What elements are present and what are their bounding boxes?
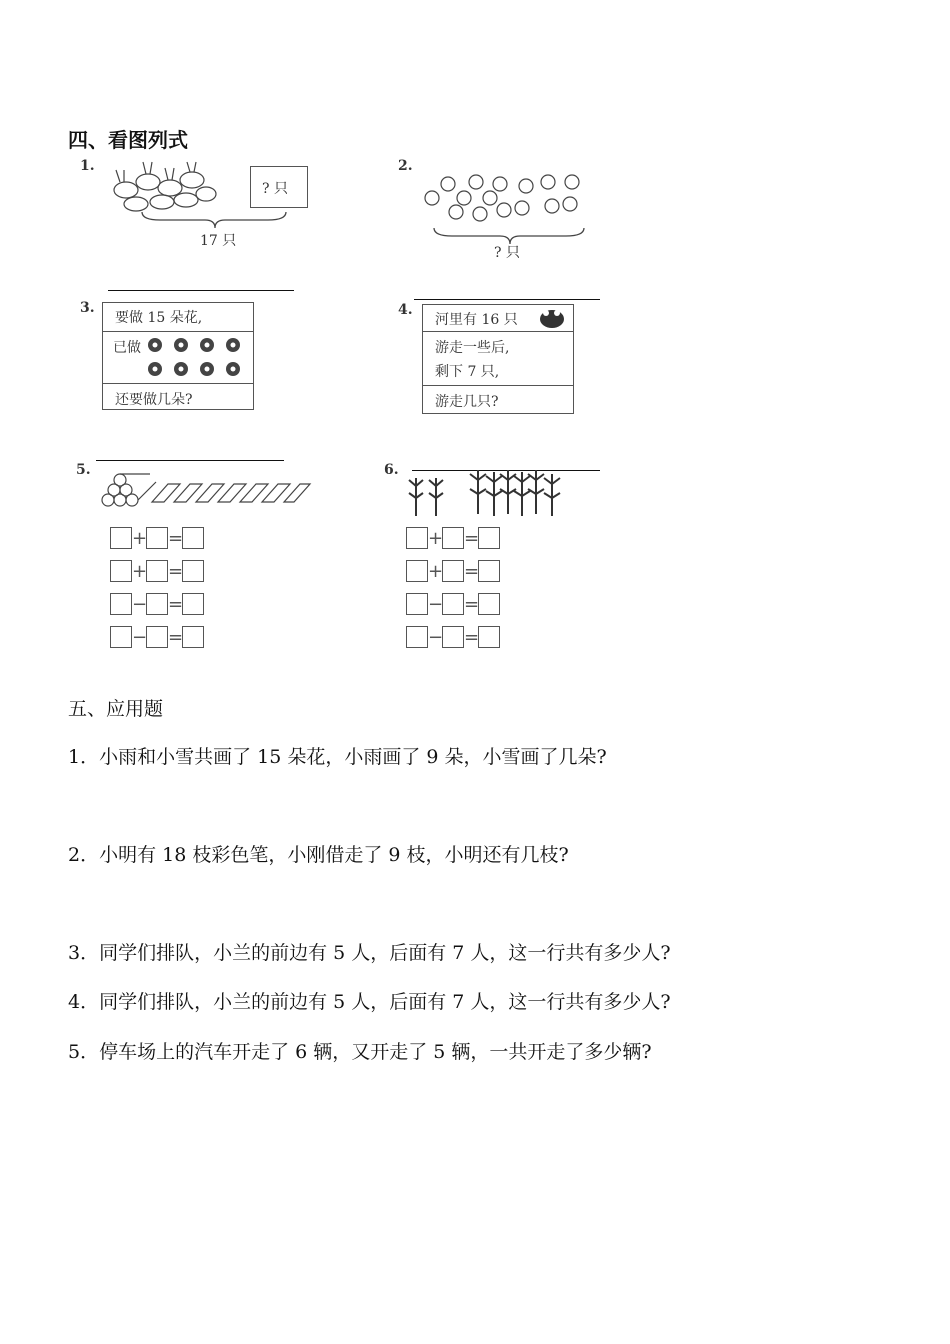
answer-box[interactable] (478, 560, 500, 582)
problem-4-line-1: 河里有 16 只 (435, 312, 518, 328)
answer-box[interactable] (182, 626, 204, 648)
answer-box[interactable] (478, 626, 500, 648)
corn-plants-illustration (404, 464, 564, 518)
answer-box[interactable] (182, 527, 204, 549)
answer-box[interactable] (406, 626, 428, 648)
section4-title: 四、看图列式 (68, 128, 188, 152)
section5-title: 五、应用题 (68, 698, 164, 720)
problem-3-line-1: 要做 15 朵花, (115, 310, 203, 326)
answer-box[interactable] (146, 560, 168, 582)
problem-5-equation-4: − = (110, 626, 204, 648)
answer-box[interactable] (146, 626, 168, 648)
answer-box[interactable] (442, 527, 464, 549)
problem-3-number: 3. (80, 300, 95, 316)
problem-4-line-4: 游走几只? (435, 394, 499, 410)
problem-1-unknown-label: ? 只 (262, 181, 288, 197)
problem-3-box (102, 302, 254, 410)
birds-illustration (420, 158, 590, 228)
question-2: 2．小明有 18 枝彩色笔，小刚借走了 9 枝，小明还有几枝? (68, 844, 569, 866)
problem-4-box (422, 304, 574, 414)
problem-4-line-3: 剩下 7 只, (435, 364, 500, 380)
problem-5-equation-2: + = (110, 560, 204, 582)
problem-5-number: 5. (76, 462, 91, 478)
answer-box[interactable] (110, 527, 132, 549)
problem-6-equation-2: + = (406, 560, 500, 582)
answer-box[interactable] (406, 593, 428, 615)
problem-1-answer-line[interactable] (108, 290, 294, 291)
problem-5-equation-1: + = (110, 527, 204, 549)
answer-box[interactable] (442, 593, 464, 615)
answer-box[interactable] (406, 560, 428, 582)
problem-1-number: 1. (80, 158, 95, 174)
problem-5-equation-3: − = (110, 593, 204, 615)
problem-3-line-3: 还要做几朵? (115, 392, 193, 408)
problem-6-equation-4: − = (406, 626, 500, 648)
answer-box[interactable] (182, 593, 204, 615)
answer-box[interactable] (442, 560, 464, 582)
answer-box[interactable] (182, 560, 204, 582)
question-3: 3．同学们排队，小兰的前边有 5 人，后面有 7 人，这一行共有多少人? (68, 942, 671, 964)
answer-box[interactable] (442, 626, 464, 648)
problem-1-brace (140, 210, 290, 230)
problem-4-line-2: 游走一些后, (435, 340, 510, 356)
answer-box[interactable] (110, 626, 132, 648)
answer-box[interactable] (478, 593, 500, 615)
answer-box[interactable] (110, 593, 132, 615)
answer-box[interactable] (146, 593, 168, 615)
answer-box[interactable] (478, 527, 500, 549)
frog-icon (535, 305, 569, 331)
answer-box[interactable] (406, 527, 428, 549)
question-1: 1．小雨和小雪共画了 15 朵花，小雨画了 9 朵，小雪画了几朵? (68, 746, 607, 768)
answer-box[interactable] (146, 527, 168, 549)
answer-box[interactable] (110, 560, 132, 582)
flowers-illustration (145, 335, 251, 381)
problem-6-number: 6. (384, 462, 399, 478)
question-4: 4．同学们排队，小兰的前边有 5 人，后面有 7 人，这一行共有多少人? (68, 991, 671, 1013)
problem-1-total-label: 17 只 (200, 233, 237, 249)
problem-5-answer-line[interactable] (96, 460, 284, 461)
problem-2-total-label: ? 只 (494, 245, 520, 261)
logs-illustration (96, 472, 312, 508)
question-5: 5．停车场上的汽车开走了 6 辆，又开走了 5 辆，一共开走了多少辆? (68, 1041, 652, 1063)
problem-6-equation-1: + = (406, 527, 500, 549)
problem-2-number: 2. (398, 158, 413, 174)
problem-3-line-2: 已做 (113, 340, 141, 356)
problem-4-number: 4. (398, 302, 413, 318)
problem-6-equation-3: − = (406, 593, 500, 615)
